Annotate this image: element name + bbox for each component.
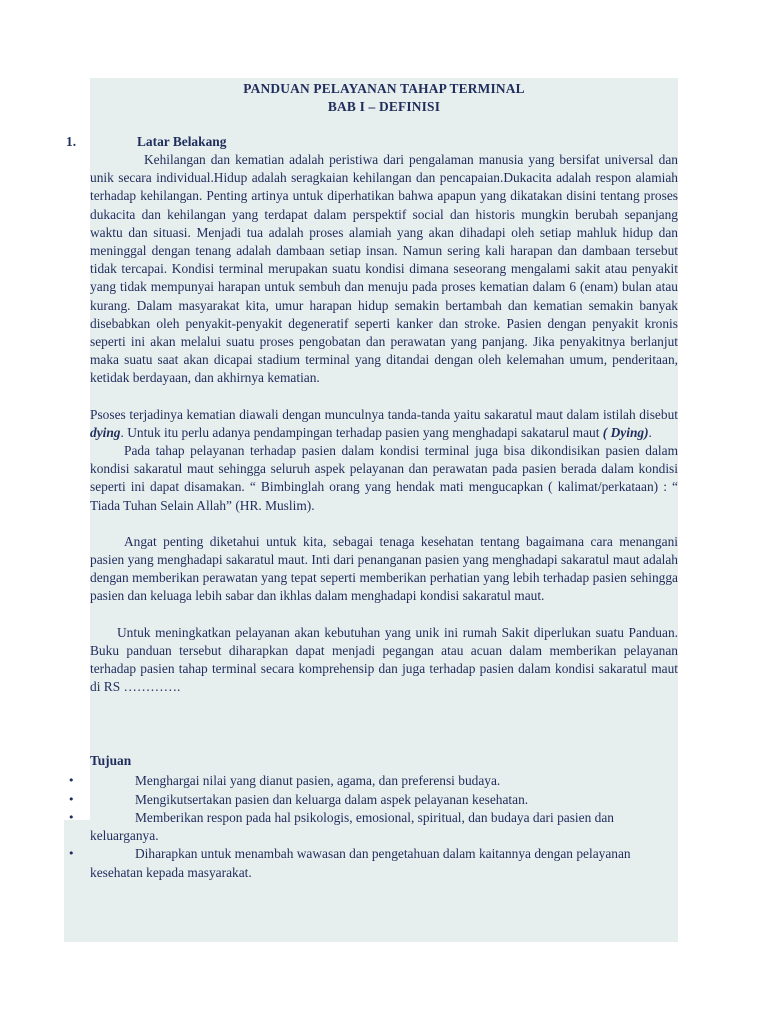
bullet-icon: • <box>68 792 75 806</box>
section-heading <box>66 133 678 151</box>
list-item-text: Memberikan respon pada hal psikologis, emosional, spiritual, dan budaya dari pasien dan keluarganya. <box>90 809 614 844</box>
document-content <box>66 80 678 882</box>
paragraph-2-text-a: Psoses terjadinya kematian diawali dengan munculnya tanda-tanda yaitu sakaratul maut dalam istilah disebut <box>90 406 678 422</box>
paragraph-5: Untuk meningkatkan pelayanan akan kebutuhan yang unik ini rumah Sakit diperlukan suatu Panduan. Buku panduan tersebut diharapkan dapat menjadi pegangan atau acuan dalam memberikan pelayanan terhadap pasien tahap terminal secara komprehensip dan juga terhadap pasien dalam kondisi sakaratul maut di RS …………. <box>90 624 678 695</box>
document-title <box>90 80 678 116</box>
term-dying: dying <box>90 424 121 440</box>
term-dying-parenthetical: ( Dying) <box>602 424 649 440</box>
list-item <box>68 845 678 881</box>
title-line-1: PANDUAN PELAYANAN TAHAP TERMINAL <box>243 81 525 96</box>
paragraph-2 <box>90 406 678 442</box>
list-item <box>68 809 678 845</box>
bullet-icon: • <box>68 847 75 861</box>
bullet-margin-background <box>64 820 90 942</box>
list-item-text: Menghargai nilai yang dianut pasien, agama, dan preferensi budaya. <box>135 773 501 789</box>
paragraph-2-text-b: . Untuk itu perlu adanya pendampingan terhadap pasien yang menghadapi sakatarul maut <box>120 424 603 440</box>
section-number: 1. <box>66 134 77 149</box>
list-item-text: Diharapkan untuk menambah wawasan dan pengetahuan dalam kaitannya dengan pelayanan kesehatan kepada masyarakat. <box>90 846 631 880</box>
list-item-text: Mengikutsertakan pasien dan keluarga dalam aspek pelayanan kesehatan. <box>135 791 529 807</box>
section-title: Latar Belakang <box>137 134 227 149</box>
bullet-icon: • <box>68 810 75 824</box>
list-item <box>68 772 678 790</box>
paragraph-2-text-c: . <box>648 424 652 440</box>
paragraph-4: Angat penting diketahui untuk kita, sebagai tenaga kesehatan tentang bagaimana cara menangani pasien yang menghadapi sakaratul maut. Inti dari penanganan pasien yang menghadapi sakaratul maut adalah dengan memberikan perawatan yang tepat seperti memberikan perhatian yang lebih terhadap pasien sehingga pasien dan keluaga lebih sabar dan ikhlas dalam menghadapi kondisi sakaratul maut. <box>90 533 678 604</box>
paragraph-3: Pada tahap pelayanan terhadap pasien dalam kondisi terminal juga bisa dikondisikan pasien dalam kondisi sakaratul maut sehingga seluruh aspek pelayanan dan perawatan pada pasien berada dalam kondisi seperti ini dapat disamakan. “ Bimbinglah orang yang hendak mati mengucapkan ( kalimat/perkataan) : “ Tiada Tuhan Selain Allah” (HR. Muslim). <box>90 443 678 513</box>
list-item <box>68 791 678 809</box>
tujuan-heading: Tujuan <box>90 753 132 769</box>
paragraph-1: Kehilangan dan kematian adalah peristiwa dari pengalaman manusia yang bersifat universal dan unik secara individual.Hidup adalah seragkaian kehilangan dan pencapaian.Dukacita adalah respon alamiah terhadap kehilangan. Penting artinya untuk diperhatikan bahwa apapun yang dikatakan disini tentang proses dukacita dan kehilangan yang terdapat dalam perspektif social dan historis mungkin berubah sepanjang waktu dan situasi. Menjadi tua adalah proses alamiah yang akan dihadapi oleh setiap mahluk hidup dan meninggal dengan tenang adalah dambaan setiap insan. Namun sering kali harapan dan dambaan tersebut tidak tercapai. Kondisi terminal merupakan suatu kondisi dimana seseorang mengalami sakit atau penyakit yang tidak mempunyai harapan untuk sembuh dan menuju pada proses kematian dalam 6 (enam) bulan atau kurang. Dalam masyarakat kita, umur harapan hidup semakin bertambah dan kematian semakin banyak disebabkan oleh penyakit-penyakit degeneratif seperti kanker dan stroke. Pasien dengan penyakit kronis seperti ini akan melalui suatu proses pengobatan dan perawatan yang panjang. Jika penyakitnya berlanjut maka suatu saat akan dicapai stadium terminal yang ditandai dengan oleh kelemahan umum, penderitaan, ketidak berdayaan, dan akhirnya kematian. <box>90 152 678 386</box>
title-line-2: BAB I – DEFINISI <box>327 99 441 114</box>
bullet-icon: • <box>68 774 75 788</box>
tujuan-list <box>68 772 678 881</box>
